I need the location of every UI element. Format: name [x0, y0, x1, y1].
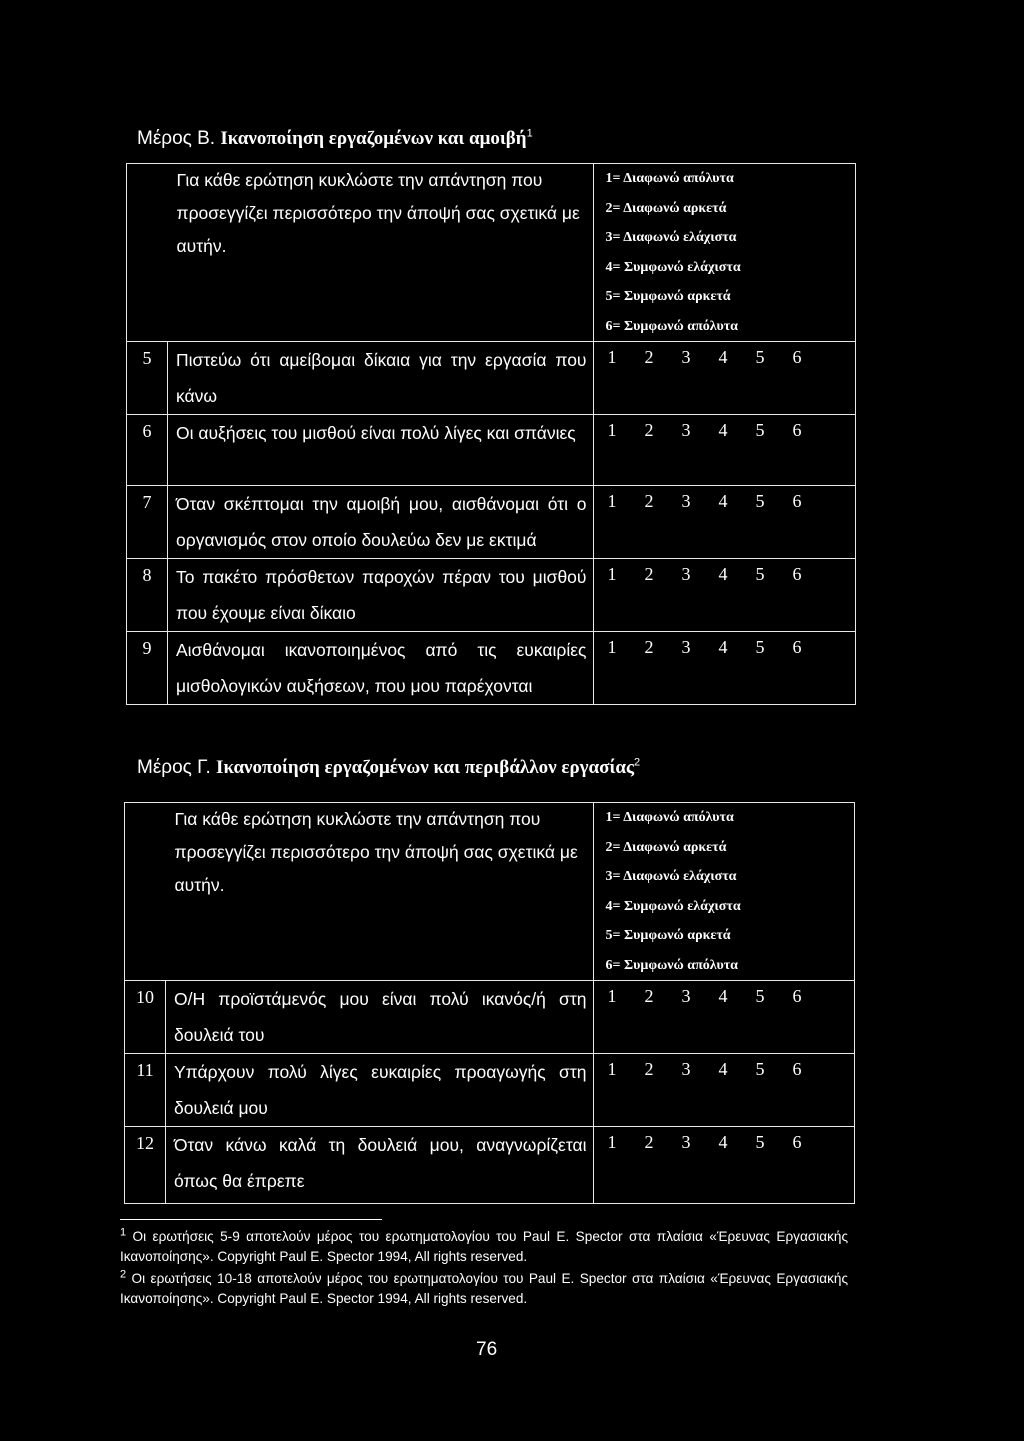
rating-option[interactable]: 4: [718, 1132, 728, 1152]
rating-option[interactable]: 2: [644, 1059, 654, 1079]
instruction-cell: Για κάθε ερώτηση κυκλώστε την απάντηση που προσεγγίζει περισσότερο την άποψή σας σχετικά με αυτήν.: [166, 803, 594, 981]
question-number: 11: [125, 1054, 166, 1127]
rating-option[interactable]: 6: [792, 420, 802, 440]
rating-option[interactable]: 3: [681, 1132, 691, 1152]
question-text: Πιστεύω ότι αμείβομαι δίκαια για την εργασία που κάνω: [168, 342, 594, 415]
legend-item: 6= Συμφωνώ απόλυτα: [605, 957, 738, 973]
legend-item: 1= Διαφωνώ απόλυτα: [605, 171, 734, 186]
question-text: Το πακέτο πρόσθετων παροχών πέραν του μισθού που έχουμε είναι δίκαιο: [168, 559, 594, 632]
rating-scale[interactable]: [593, 342, 856, 415]
legend-item: 1= Διαφωνώ απόλυτα: [605, 810, 734, 825]
rating-option[interactable]: 3: [681, 420, 691, 440]
section-b-heading: Ικανοποίηση εργαζομένων και αμοιβή: [220, 128, 527, 149]
section-b-prefix: Μέρος Β.: [137, 128, 216, 149]
rating-option[interactable]: 6: [792, 1059, 802, 1079]
footnote-text: Οι ερωτήσεις 10-18 αποτελούν μέρος του ερωτηματολογίου του Paul E. Spector στα πλαίσια «Έρευνας Εργασιακής Ικανοποίησης». Copyright Paul E. Spector 1994, All rights reserved.: [120, 1271, 848, 1306]
rating-option[interactable]: 6: [792, 637, 802, 657]
rating-scale[interactable]: [593, 415, 856, 486]
rating-option[interactable]: 3: [681, 986, 691, 1006]
legend-cell: [593, 164, 856, 342]
rating-option[interactable]: 4: [718, 491, 728, 511]
legend-item: 3= Διαφωνώ ελάχιστα: [605, 230, 737, 245]
section-c-table: [124, 802, 855, 1204]
footnote-ref-2: 2: [633, 756, 641, 769]
rating-scale[interactable]: [593, 559, 856, 632]
legend-cell: [593, 803, 855, 981]
section-b-table: [126, 163, 856, 705]
rating-option[interactable]: 4: [718, 347, 728, 367]
question-text: Υπάρχουν πολύ λίγες ευκαιρίες προαγωγής στη δουλειά μου: [166, 1054, 594, 1127]
legend-item: 6= Συμφωνώ απόλυτα: [605, 318, 738, 334]
rating-option[interactable]: 3: [681, 564, 691, 584]
rating-option[interactable]: 2: [644, 491, 654, 511]
rating-option[interactable]: 2: [644, 420, 654, 440]
question-text: Όταν κάνω καλά τη δουλειά μου, αναγνωρίζεται όπως θα έπρεπε: [166, 1127, 594, 1204]
rating-option[interactable]: 6: [792, 347, 802, 367]
legend-item: 2= Διαφωνώ αρκετά: [605, 839, 727, 855]
rating-option[interactable]: 1: [607, 986, 617, 1006]
rating-option[interactable]: 5: [755, 347, 765, 367]
footnote-mark: 1: [120, 1226, 127, 1239]
rating-option[interactable]: 5: [755, 420, 765, 440]
question-number: 9: [127, 632, 168, 705]
section-c-title: [137, 757, 640, 779]
rating-scale[interactable]: [593, 1127, 855, 1204]
rating-option[interactable]: 2: [644, 1132, 654, 1152]
legend-item: 4= Συμφωνώ ελάχιστα: [605, 898, 741, 914]
legend-item: 3= Διαφωνώ ελάχιστα: [605, 869, 737, 884]
legend-item: 5= Συμφωνώ αρκετά: [605, 289, 731, 304]
rating-option[interactable]: 1: [607, 347, 617, 367]
rating-option[interactable]: 1: [607, 564, 617, 584]
rating-option[interactable]: 3: [681, 1059, 691, 1079]
question-number: 8: [127, 559, 168, 632]
page-number: 76: [476, 1339, 498, 1360]
footnotes: [120, 1215, 848, 1309]
rating-option[interactable]: 2: [644, 986, 654, 1006]
question-text: Όταν σκέπτομαι την αμοιβή μου, αισθάνομαι ότι ο οργανισμός στον οποίο δουλεύω δεν με εκτιμά: [168, 486, 594, 559]
rating-option[interactable]: 1: [607, 637, 617, 657]
rating-option[interactable]: 4: [718, 1059, 728, 1079]
question-text: Ο/Η προϊστάμενός μου είναι πολύ ικανός/ή στη δουλειά του: [166, 981, 594, 1054]
rating-option[interactable]: 3: [681, 637, 691, 657]
rating-option[interactable]: 4: [718, 564, 728, 584]
section-c-prefix: Μέρος Γ.: [137, 757, 211, 778]
rating-option[interactable]: 4: [718, 420, 728, 440]
footnote-text: Οι ερωτήσεις 5-9 αποτελούν μέρος του ερωτηματολογίου του Paul E. Spector στα πλαίσια «Έρευνας Εργασιακής Ικανοποίησης». Copyright Paul E. Spector 1994, All rights reserved.: [120, 1229, 849, 1264]
rating-option[interactable]: 5: [755, 637, 765, 657]
rating-option[interactable]: 6: [792, 986, 802, 1006]
rating-option[interactable]: 1: [607, 1059, 617, 1079]
rating-option[interactable]: 5: [755, 1059, 765, 1079]
instruction-cell: Για κάθε ερώτηση κυκλώστε την απάντηση που προσεγγίζει περισσότερο την άποψή σας σχετικά με αυτήν.: [168, 164, 594, 342]
rating-option[interactable]: 4: [718, 986, 728, 1006]
rating-scale[interactable]: [593, 1054, 855, 1127]
rating-option[interactable]: 5: [755, 1132, 765, 1152]
rating-option[interactable]: 3: [681, 491, 691, 511]
section-c-heading: Ικανοποίηση εργαζομένων και περιβάλλον εργασίας: [216, 757, 634, 778]
rating-option[interactable]: 6: [792, 491, 802, 511]
question-number: 6: [127, 415, 168, 486]
rating-option[interactable]: 3: [681, 347, 691, 367]
legend-item: 4= Συμφωνώ ελάχιστα: [605, 259, 741, 275]
rating-option[interactable]: 2: [644, 347, 654, 367]
legend-item: 2= Διαφωνώ αρκετά: [605, 200, 727, 216]
question-number: 10: [125, 981, 166, 1054]
rating-option[interactable]: 2: [644, 637, 654, 657]
header-number-cell: [125, 803, 166, 981]
question-text: Οι αυξήσεις του μισθού είναι πολύ λίγες και σπάνιες: [168, 415, 594, 486]
question-number: 7: [127, 486, 168, 559]
question-number: 5: [127, 342, 168, 415]
footnote-1: [120, 1227, 848, 1267]
rating-option[interactable]: 1: [607, 491, 617, 511]
footnote-mark: 2: [120, 1268, 127, 1281]
rating-option[interactable]: 2: [644, 564, 654, 584]
header-number-cell: [127, 164, 168, 342]
rating-scale[interactable]: [593, 981, 855, 1054]
question-text: Αισθάνομαι ικανοποιημένος από τις ευκαιρίες μισθολογικών αυξήσεων, που μου παρέχονται: [168, 632, 594, 705]
footnote-2: [120, 1269, 848, 1309]
rating-option[interactable]: 6: [792, 1132, 802, 1152]
rating-option[interactable]: 5: [755, 491, 765, 511]
legend-item: 5= Συμφωνώ αρκετά: [605, 928, 731, 943]
rating-option[interactable]: 6: [792, 564, 802, 584]
rating-option[interactable]: 1: [607, 1132, 617, 1152]
rating-scale[interactable]: [593, 486, 856, 559]
rating-option[interactable]: 5: [755, 986, 765, 1006]
footnote-ref-1: 1: [526, 127, 533, 140]
rating-option[interactable]: 1: [607, 420, 617, 440]
section-b-title: [137, 128, 533, 150]
question-number: 12: [125, 1127, 166, 1204]
rating-scale[interactable]: [593, 632, 856, 705]
rating-option[interactable]: 4: [718, 637, 728, 657]
rating-option[interactable]: 5: [755, 564, 765, 584]
